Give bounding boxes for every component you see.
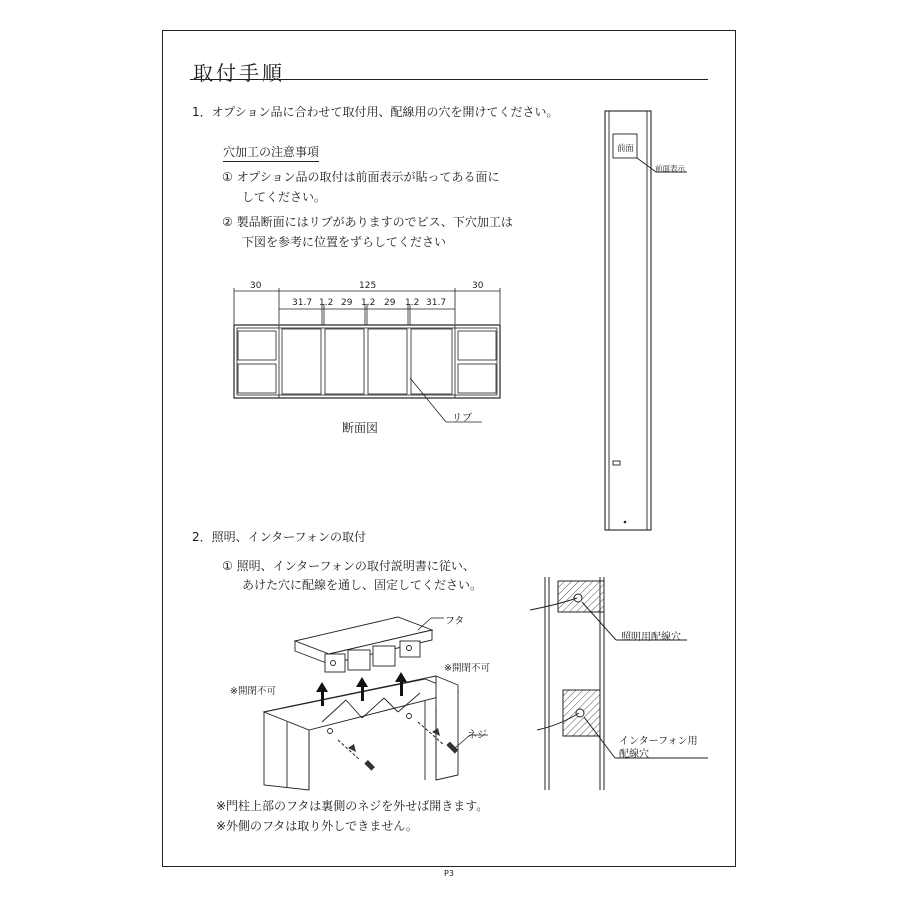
footnote-2: ※外側のフタは取り外しできません。	[216, 819, 418, 833]
dim-30-left: 30	[250, 281, 262, 291]
note1-line1: ① オプション品の取付は前面表示が貼ってある面に	[222, 170, 500, 184]
dim-1-2-a: 1.2	[319, 298, 334, 308]
lid-label: フタ	[445, 616, 465, 627]
intercom-hole-line2: 配線穴	[619, 749, 649, 760]
front-box-label: 前面	[617, 144, 635, 154]
step1-heading: 1．オプション品に合わせて取付用、配線用の穴を開けてください。	[192, 105, 559, 119]
dim-1-2-b: 1.2	[361, 298, 376, 308]
dim-31-7-right: 31.7	[426, 298, 447, 308]
dim-29-b: 29	[384, 298, 396, 308]
intercom-hole-line1: インターフォン用	[619, 736, 698, 747]
front-display-label: 前面表示	[655, 164, 685, 173]
step2-heading: 2．照明、インターフォンの取付	[192, 530, 366, 544]
footnote-1: ※門柱上部のフタは裏側のネジを外せば開きます。	[216, 799, 489, 813]
note2-line2: 下図を参考に位置をずらしてください	[242, 235, 447, 249]
no-open-right-label: ※開閉不可	[444, 663, 490, 674]
section-label: 断面図	[342, 421, 379, 435]
dim-31-7-left: 31.7	[292, 298, 313, 308]
page-number: P3	[444, 869, 454, 878]
instr-line2: あけた穴に配線を通し、固定してください。	[242, 578, 483, 592]
dim-30-right: 30	[472, 281, 484, 291]
note1-line2: してください。	[242, 190, 327, 204]
page-title: 取付手順	[193, 61, 285, 85]
light-hole-label: 照明用配線穴	[621, 632, 681, 643]
note-title: 穴加工の注意事項	[223, 143, 319, 162]
dim-29-a: 29	[341, 298, 353, 308]
dim-1-2-c: 1.2	[405, 298, 420, 308]
no-open-left-label: ※開閉不可	[230, 686, 276, 697]
dim-125: 125	[359, 281, 377, 291]
instr-line1: ① 照明、インターフォンの取付説明書に従い、	[222, 559, 475, 573]
rib-label: リブ	[452, 413, 472, 424]
screw-label: ネジ	[467, 730, 487, 741]
note2-line1: ② 製品断面にはリブがありますのでビス、下穴加工は	[222, 215, 513, 229]
